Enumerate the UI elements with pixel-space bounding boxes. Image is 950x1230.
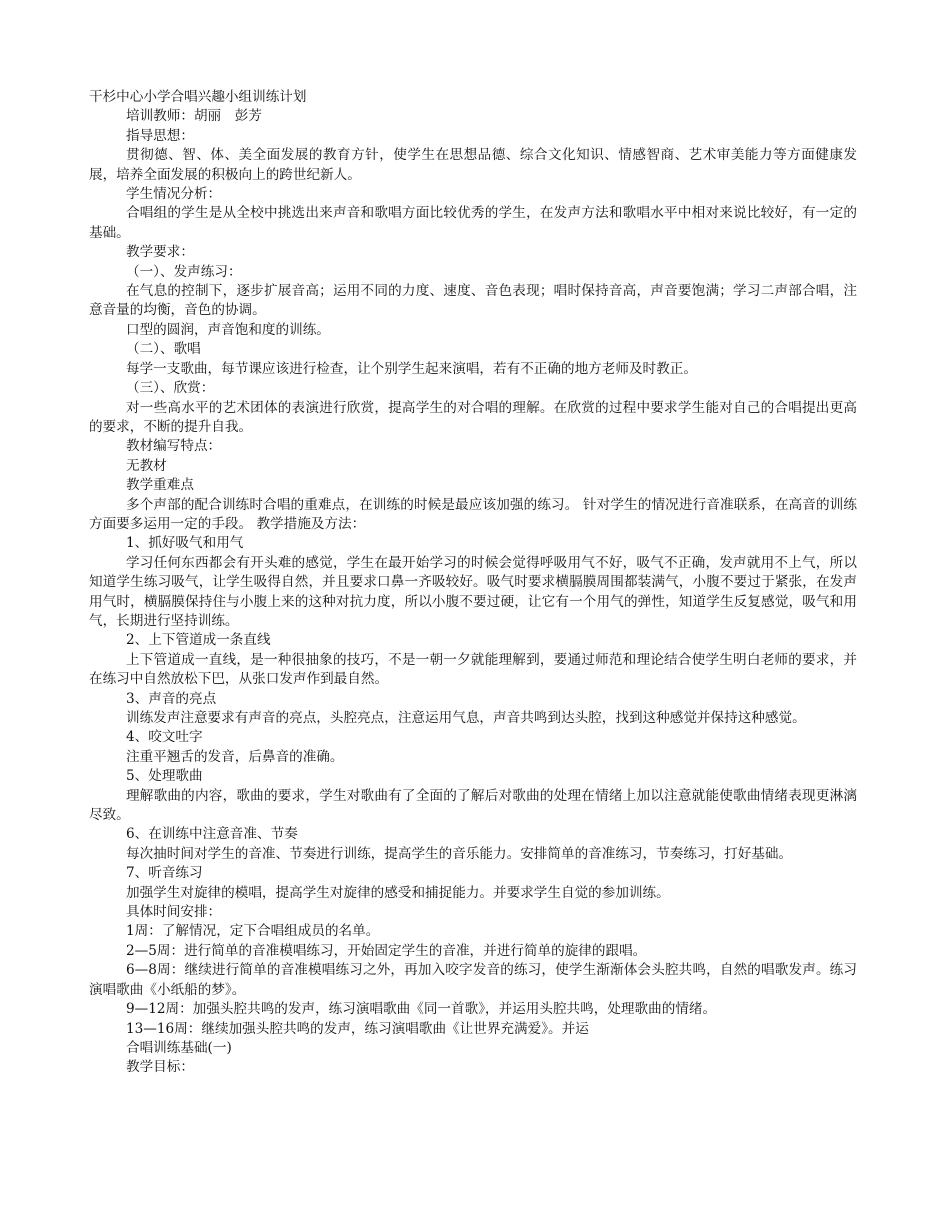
measure-text: 上下管道成一直线，是一种很抽象的技巧，不是一朝一夕就能理解到，要通过师范和理论结合使学生明白老师的要求，并在练习中自然放松下巴，从张口发声作到最自然。 (89, 651, 857, 688)
req1-heading: （一）、发声练习： (126, 263, 242, 280)
materials-heading: 教材编写特点： (126, 438, 222, 455)
difficulty-text: 多个声部的配合训练时合唱的重难点，在训练的时候是最应该加强的练习。 针对学生的情况进行音准联系，在高音的训练方面要多运用一定的手段。 教学措施及方法： (89, 496, 857, 532)
goals-heading: 教学目标： (126, 1059, 194, 1076)
analysis-heading: 学生情况分析： (126, 186, 222, 203)
measure-heading: 7、听音练习 (126, 865, 203, 882)
schedule-heading: 具体时间安排： (126, 904, 222, 921)
measure-heading: 5、处理歌曲 (126, 768, 203, 785)
guide-text: 贯彻德、智、体、美全面发展的教育方针，使学生在思想品德、综合文化知识、情感智商、艺术审美能力等方面健康发展，培养全面发展的积极向上的跨世纪新人。 (89, 147, 857, 183)
requirements-heading: 教学要求： (126, 244, 194, 261)
measure-text: 加强学生对旋律的模唱，提高学生对旋律的感受和捕捉能力。并要求学生自觉的参加训练。 (126, 884, 670, 901)
req3-text: 对一些高水平的艺术团体的表演进行欣赏，提高学生的对合唱的理解。在欣赏的过程中要求学生能对自己的合唱提出更高的要求，不断的提升自我。 (89, 399, 857, 435)
measure-heading: 3、声音的亮点 (126, 690, 217, 707)
req3-heading: （三）、欣赏： (126, 380, 215, 397)
measure-text: 理解歌曲的内容，歌曲的要求，学生对歌曲有了全面的了解后对歌曲的处理在情绪上加以注意就能使歌曲情绪表现更淋漓尽致。 (89, 787, 857, 824)
difficulty-heading: 教学重难点 (126, 477, 194, 494)
schedule-item: 9—12周：加强头腔共鸣的发声，练习演唱歌曲《同一首歌》，并运用头腔共鸣，处理歌曲的情绪。 (126, 1001, 717, 1018)
schedule-item: 6—8周：继续进行简单的音准模唱练习之外，再加入咬字发音的练习，使学生渐渐体会头腔共鸣，自然的唱歌发声。练习演唱歌曲《小纸船的梦》。 (89, 962, 857, 998)
schedule-item: 2—5周：进行简单的音准模唱练习，开始固定学生的音准，并进行简单的旋律的跟唱。 (126, 942, 647, 959)
req1-text2: 口型的圆润，声音饱和度的训练。 (126, 321, 330, 338)
measure-heading: 4、咬文吐字 (126, 729, 203, 746)
document-title: 干杉中心小学合唱兴趣小组训练计划 (89, 89, 307, 105)
req2-heading: （二）、歌唱 (126, 341, 201, 358)
measure-heading: 1、抓好吸气和用气 (126, 535, 244, 552)
req1-text: 在气息的控制下，逐步扩展音高；运用不同的力度、速度、音色表现；唱时保持音高，声音要饱满；学习二声部合唱，注意音量的均衡，音色的协调。 (89, 283, 857, 319)
measure-text: 训练发声注意要求有声音的亮点，头腔亮点，注意运用气息，声音共鸣到达头腔，找到这种感觉并保持这种感觉。 (126, 710, 806, 726)
analysis-text: 合唱组的学生是从全校中挑选出来声音和歌唱方面比较优秀的学生，在发声方法和歌唱水平中相对来说比较好，有一定的基础。 (89, 205, 857, 241)
guide-heading: 指导思想： (126, 127, 194, 144)
schedule-item: 1周：了解情况，定下合唱组成员的名单。 (126, 923, 380, 940)
measure-text: 每次抽时间对学生的音准、节奏进行训练，提高学生的音乐能力。安排简单的音准练习，节奏练习，打好基础。 (126, 845, 793, 862)
measure-text: 学习任何东西都会有开头难的感觉，学生在最开始学习的时候会觉得呼吸用气不好，吸气不正确，发声就用不上气，所以知道学生练习吸气，让学生吸得自然，并且要求口鼻一齐吸较好。吸气时要求横膈膜周围都装满气，小腹不要过于紧张，在发声用气时，横膈膜保持住与小腹上来的这种对抗力度，所以小腹不要过硬，让它有一个用气的弹性，知道学生反复感觉，吸气和用气，长期进行坚持训练。 (89, 554, 857, 629)
teachers-line: 培训教师：胡丽 彭芳 (126, 108, 262, 125)
materials-text: 无教材 (126, 457, 167, 474)
measure-heading: 6、在训练中注意音准、节奏 (126, 826, 298, 843)
req2-text: 每学一支歌曲，每节课应该进行检查，让个别学生起来演唱，若有不正确的地方老师及时教正。 (126, 360, 697, 377)
basics-heading: 合唱训练基础(一) (126, 1039, 232, 1056)
measure-text: 注重平翘舌的发音，后鼻音的准确。 (126, 748, 344, 765)
measure-heading: 2、上下管道成一条直线 (126, 632, 271, 649)
schedule-item: 13—16周：继续加强头腔共鸣的发声，练习演唱歌曲《让世界充满爱》。并运 (126, 1020, 589, 1037)
